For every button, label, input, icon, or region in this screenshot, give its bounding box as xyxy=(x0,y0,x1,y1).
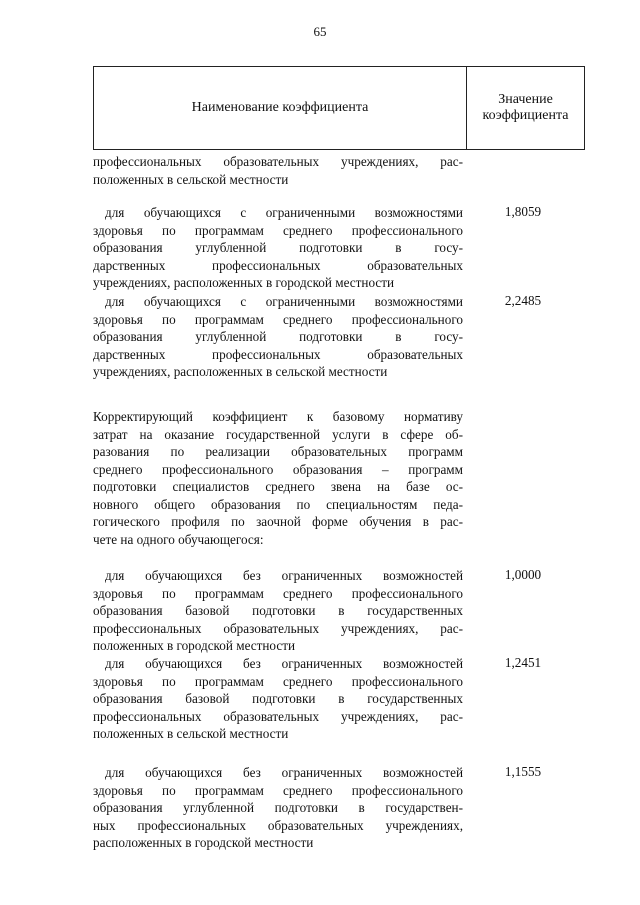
text-line: чете на одного обучающегося: xyxy=(93,531,264,547)
text-line: среднего профессионального образования – программ xyxy=(93,461,463,477)
text-line: образования углубленной подготовки в государствен- xyxy=(93,800,463,815)
text-line: здоровья по программам среднего профессионального xyxy=(93,311,463,327)
text-line: образования базовой подготовки в государственных xyxy=(93,603,463,618)
text-line: здоровья по программам среднего профессионального xyxy=(93,673,463,689)
coefficient-value: 1,8059 xyxy=(504,204,542,219)
text-line: новного общего образования по специальностям педа- xyxy=(93,496,463,512)
text-line: положенных в сельской местности xyxy=(93,171,289,187)
coefficient-value: 1,0000 xyxy=(504,567,542,582)
text-line: для обучающихся с ограниченными возможностями xyxy=(105,294,463,309)
text-line: для обучающихся без ограниченных возможностей xyxy=(105,656,463,671)
text-line: положенных в городской местности xyxy=(93,638,296,653)
coefficient-row-description xyxy=(93,655,463,743)
text-line: профессиональных образовательных учреждениях, рас- xyxy=(93,708,463,724)
text-line: профессиональных образовательных учреждениях, рас- xyxy=(93,154,463,169)
text-line: для обучающихся без ограниченных возможностей xyxy=(105,765,463,780)
text-line: Корректирующий коэффициент к базовому нормативу xyxy=(93,409,463,424)
coefficient-row-description xyxy=(93,293,463,381)
text-line: образования углубленной подготовки в госу- xyxy=(93,329,463,344)
coefficient-row-description xyxy=(93,204,463,292)
column-header-value: Значение коэффициента xyxy=(482,92,569,123)
coefficient-value: 1,2451 xyxy=(504,655,542,670)
text-line: дарственных профессиональных образовательных xyxy=(93,257,463,273)
coefficient-value: 1,1555 xyxy=(504,764,542,779)
coefficient-value: 2,2485 xyxy=(504,293,542,308)
text-line: учреждениях, расположенных в городской местности xyxy=(93,275,395,290)
text-line: для обучающихся без ограниченных возможностей xyxy=(105,568,463,583)
text-line: учреждениях, расположенных в сельской местности xyxy=(93,364,388,379)
text-line: здоровья по программам среднего профессионального xyxy=(93,782,463,798)
text-line: профессиональных образовательных учреждениях, рас- xyxy=(93,620,463,636)
continuation-text xyxy=(93,153,463,188)
column-header-name: Наименование коэффициента xyxy=(94,67,467,149)
text-line: гогического профиля по заочной форме обучения в рас- xyxy=(93,514,463,529)
text-line: затрат на оказание государственной услуги в сфере об- xyxy=(93,426,463,442)
table-header xyxy=(93,66,585,150)
text-line: здоровья по программам среднего профессионального xyxy=(93,222,463,238)
text-line: дарственных профессиональных образовательных xyxy=(93,346,463,362)
text-line: образования базовой подготовки в государственных xyxy=(93,691,463,706)
text-line: образования углубленной подготовки в госу- xyxy=(93,240,463,255)
text-line: разования по реализации образовательных программ xyxy=(93,444,463,459)
coefficient-row-description xyxy=(93,567,463,655)
text-line: подготовки специалистов среднего звена на базе ос- xyxy=(93,479,463,494)
text-line: расположенных в городской местности xyxy=(93,835,314,850)
text-line: положенных в сельской местности xyxy=(93,726,289,741)
section-paragraph xyxy=(93,408,463,548)
text-line: ных профессиональных образовательных учреждениях, xyxy=(93,817,463,833)
text-line: здоровья по программам среднего профессионального xyxy=(93,585,463,601)
page-number: 65 xyxy=(313,24,327,39)
coefficient-row-description xyxy=(93,764,463,852)
text-line: для обучающихся с ограниченными возможностями xyxy=(105,205,463,220)
